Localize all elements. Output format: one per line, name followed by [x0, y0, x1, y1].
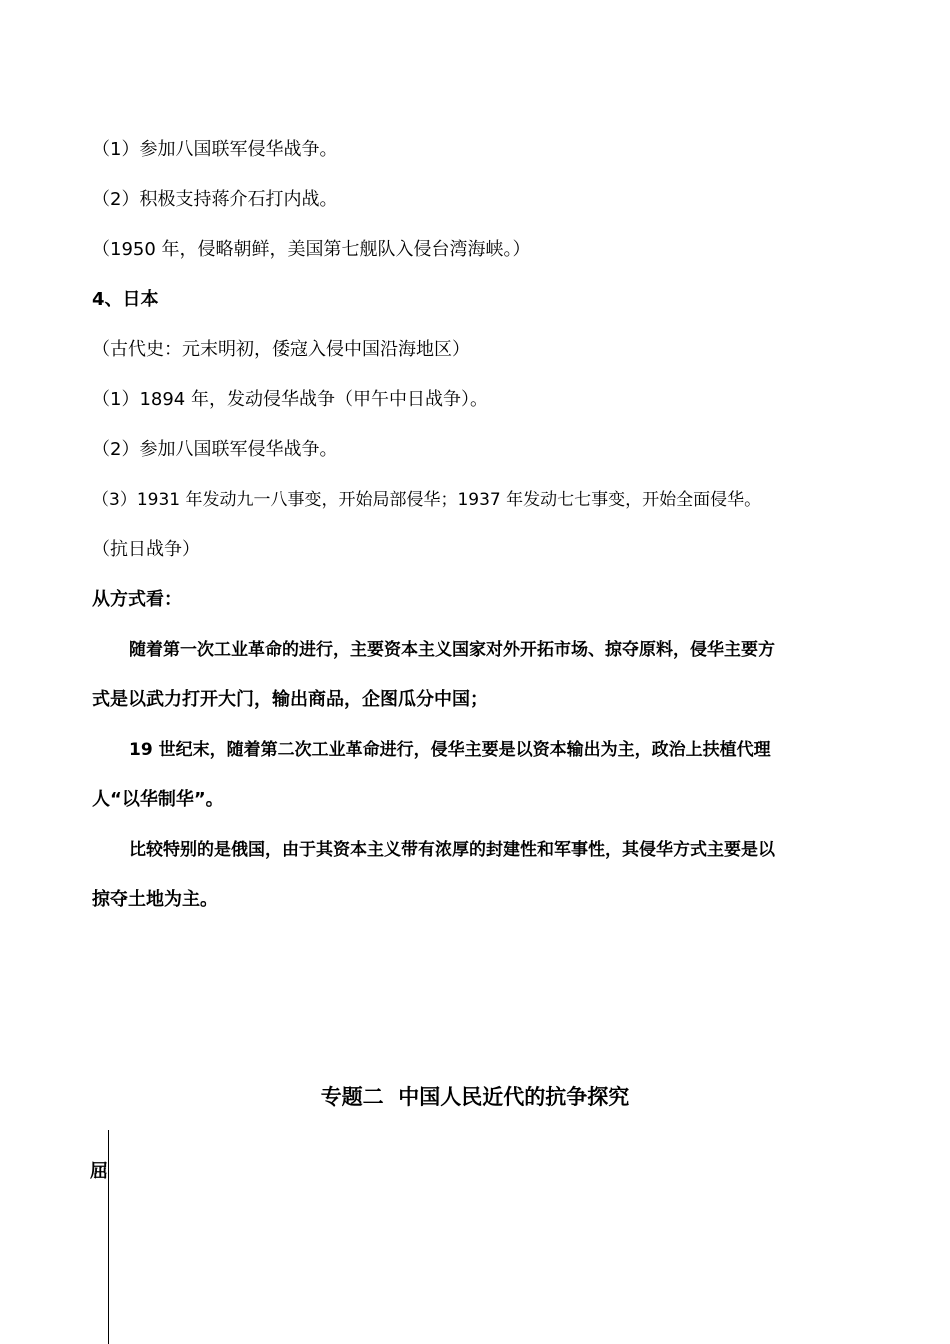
paragraph-line: 19 世纪末，随着第二次工业革命进行，侵华主要是以资本输出为主，政治上扶植代理 — [129, 740, 771, 760]
text-line: （1950 年，侵略朝鲜，美国第七舰队入侵台湾海峡。） — [92, 239, 531, 260]
section-heading: 4、日本 — [92, 289, 159, 310]
paragraph-line: 比较特别的是俄国，由于其资本主义带有浓厚的封建性和军事性，其侵华方式主要是以 — [129, 840, 775, 860]
table-cell-text: 屈 — [90, 1161, 108, 1182]
text-line: （2）参加八国联军侵华战争。 — [92, 439, 338, 460]
text-line: （2）积极支持蒋介石打内战。 — [92, 189, 338, 210]
text-line: （3）1931 年发动九一八事变，开始局部侵华；1937 年发动七七事变，开始全面侵华。 — [92, 490, 762, 510]
paragraph-line: 式是以武力打开大门，输出商品，企图瓜分中国； — [92, 689, 488, 710]
section-title: 专题二 中国人民近代的抗争探究 — [320, 1085, 630, 1109]
text-line: （抗日战争） — [92, 539, 200, 560]
paragraph-line: 人“以华制华”。 — [92, 789, 224, 810]
text-line: （1）参加八国联军侵华战争。 — [92, 139, 338, 160]
text-line: （1）1894 年，发动侵华战争（甲午中日战争）。 — [92, 389, 488, 410]
text-line: （古代史：元末明初，倭寇入侵中国沿海地区） — [92, 339, 470, 360]
paragraph-line: 随着第一次工业革命的进行，主要资本主义国家对外开拓市场、掠夺原料，侵华主要方 — [129, 640, 775, 660]
paragraph-line: 掠夺土地为主。 — [92, 889, 218, 910]
subheading: 从方式看： — [92, 589, 182, 610]
table-border-line — [108, 1130, 109, 1344]
